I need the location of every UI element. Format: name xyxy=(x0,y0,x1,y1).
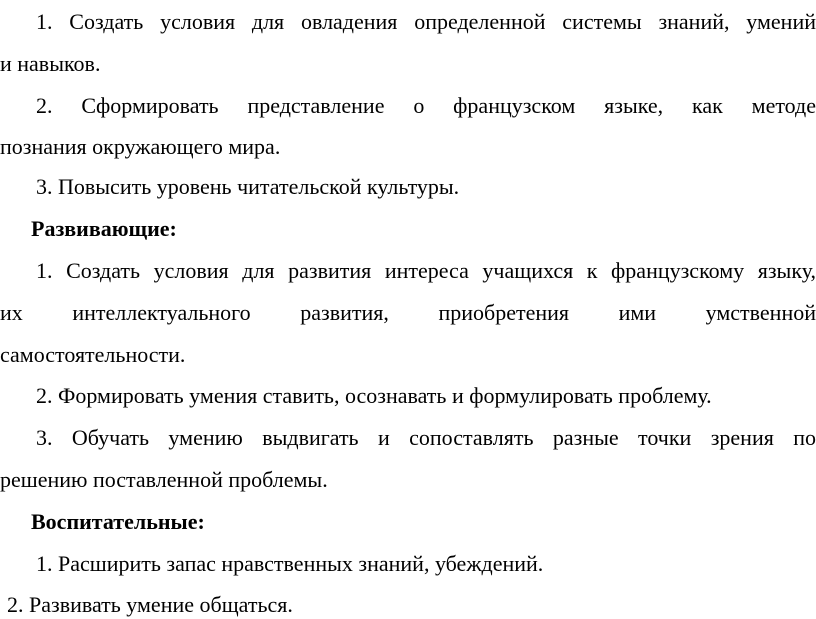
text-line: самостоятельности. xyxy=(0,342,186,367)
text-line: 3. Обучать умению выдвигать и сопоставлять разные точки зрения по xyxy=(36,425,816,450)
text-line: решению поставленной проблемы. xyxy=(0,467,328,492)
text-line: 1. Создать условия для овладения определенной системы знаний, умений xyxy=(36,9,816,34)
text-line: и навыков. xyxy=(0,51,101,76)
section-heading: Воспитательные: xyxy=(31,509,205,534)
text-line: 2. Развивать умение общаться. xyxy=(7,592,293,617)
text-line: 1. Создать условия для развития интереса учащихся к французскому языку, xyxy=(36,258,816,283)
section-heading: Развивающие: xyxy=(31,216,177,241)
text-line: их интеллектуального развития, приобретения ими умственной xyxy=(0,300,816,325)
text-line: 3. Повысить уровень читательской культуры. xyxy=(36,174,460,199)
text-line: 2. Формировать умения ставить, осознавать и формулировать проблему. xyxy=(36,383,712,408)
text-line: 2. Сформировать представление о французском языке, как методе xyxy=(36,93,816,118)
text-line: 1. Расширить запас нравственных знаний, убеждений. xyxy=(36,551,544,576)
text-line: познания окружающего мира. xyxy=(0,134,281,159)
